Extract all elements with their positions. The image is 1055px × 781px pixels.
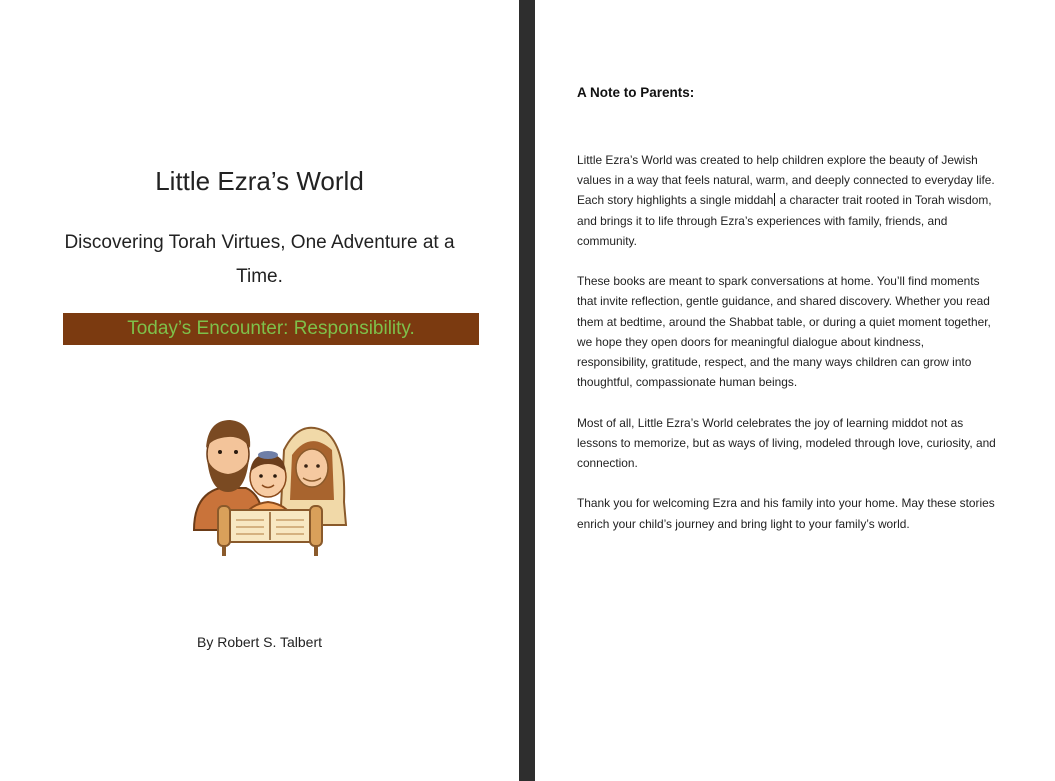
note-page[interactable]: [535, 0, 1055, 781]
family-reading-torah-illustration: [188, 410, 353, 560]
note-heading: A Note to Parents:: [577, 85, 695, 100]
note-paragraph-1-end: a character trait rooted in Torah wisdom, and brings it to life through Ezra’s experiences with family, friends, and community.: [577, 193, 992, 248]
page-gutter: [519, 0, 535, 781]
note-paragraph-1-start: Little Ezra’s World was created to help children explore the beauty of Jewish values in a way that feels natural, warm, and deeply connected to everyday life. Each story highlights a single middah: [577, 153, 995, 208]
book-title: Little Ezra’s World: [155, 166, 364, 196]
torah-scroll: [218, 506, 322, 556]
note-paragraph-2: These books are meant to spark conversations at home. You’ll find moments that invite reflection, gentle guidance, and shared discovery. Whether you read them at bedtime, around the Shabbat table, or during a quiet moment together, we hope they open doors for meaningful dialogue about kindness, responsibility, gratitude, respect, and the many ways children can grow into thoughtful, compassionate human beings.: [577, 274, 991, 390]
note-paragraph-3: Most of all, Little Ezra’s World celebrates the joy of learning middot not as lessons to memorize, but as ways of living, modeled through love, curiosity, and connection.: [577, 415, 996, 471]
note-paragraph-4: Thank you for welcoming Ezra and his family into your home. May these stories enrich your child’s journey and bring light to your family’s world.: [577, 496, 995, 531]
book-subtitle: Discovering Torah Virtues, One Adventure at a Time.: [64, 232, 455, 287]
note-paragraph-1: [577, 150, 997, 251]
cover-page: [0, 0, 519, 781]
note-body[interactable]: [577, 150, 997, 554]
author-byline: By Robert S. Talbert: [196, 634, 323, 650]
encounter-banner: Today’s Encounter: Responsibility.: [63, 313, 479, 345]
